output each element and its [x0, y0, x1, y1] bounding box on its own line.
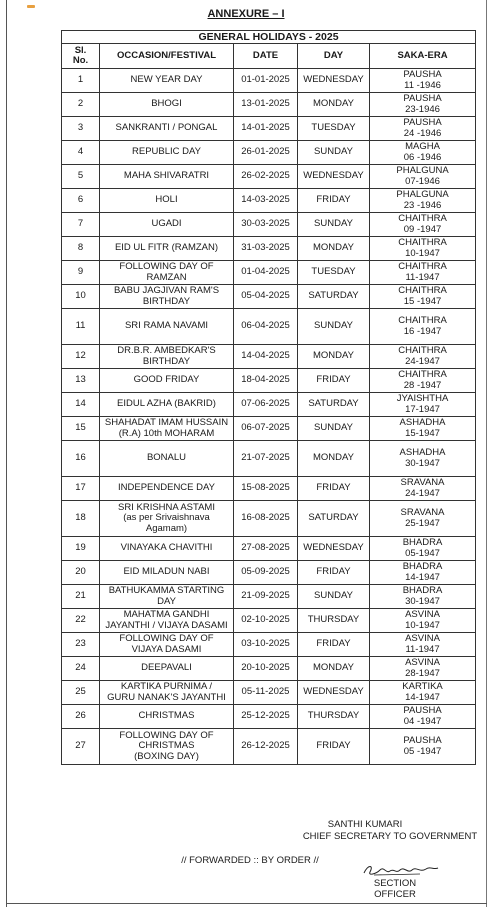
annexure-title: ANNEXURE – I — [207, 8, 285, 20]
cell-saka-era: KARTIKA 14-1947 — [370, 681, 476, 705]
cell-date: 06-07-2025 — [234, 417, 298, 441]
page-border-left — [6, 0, 7, 907]
cell-date: 05-11-2025 — [234, 681, 298, 705]
cell-sl-no: 12 — [62, 345, 100, 369]
cell-sl-no: 4 — [62, 141, 100, 165]
cell-occasion: REPUBLIC DAY — [100, 141, 234, 165]
table-row — [62, 165, 476, 189]
table-body — [62, 69, 476, 765]
cell-date: 14-04-2025 — [234, 345, 298, 369]
cell-saka-era: JYAISHTHA 17-1947 — [370, 393, 476, 417]
table-row — [62, 417, 476, 441]
cell-occasion: VINAYAKA CHAVITHI — [100, 537, 234, 561]
cell-occasion: EIDUL AZHA (BAKRID) — [100, 393, 234, 417]
table-row — [62, 633, 476, 657]
cell-sl-no: 27 — [62, 729, 100, 765]
header-occasion: OCCASION/FESTIVAL — [100, 44, 234, 69]
cell-day: MONDAY — [298, 93, 370, 117]
cell-occasion: NEW YEAR DAY — [100, 69, 234, 93]
cell-date: 05-04-2025 — [234, 285, 298, 309]
cell-saka-era: CHAITHRA 24-1947 — [370, 345, 476, 369]
table-row — [62, 189, 476, 213]
table-row — [62, 369, 476, 393]
cell-date: 07-06-2025 — [234, 393, 298, 417]
cell-saka-era: PHALGUNA 23 -1946 — [370, 189, 476, 213]
cell-date: 06-04-2025 — [234, 309, 298, 345]
cell-occasion: INDEPENDENCE DAY — [100, 477, 234, 501]
page-border-right — [486, 0, 487, 907]
table-row — [62, 141, 476, 165]
cell-date: 30-03-2025 — [234, 213, 298, 237]
cell-occasion: MAHA SHIVARATRI — [100, 165, 234, 189]
cell-saka-era: PAUSHA 23-1946 — [370, 93, 476, 117]
cell-saka-era: PAUSHA 04 -1947 — [370, 705, 476, 729]
cell-occasion: DR.B.R. AMBEDKAR'S BIRTHDAY — [100, 345, 234, 369]
table-row — [62, 441, 476, 477]
cell-date: 18-04-2025 — [234, 369, 298, 393]
cell-date: 14-03-2025 — [234, 189, 298, 213]
cell-day: MONDAY — [298, 441, 370, 477]
cell-sl-no: 10 — [62, 285, 100, 309]
cell-day: WEDNESDAY — [298, 69, 370, 93]
cell-saka-era: CHAITHRA 09 -1947 — [370, 213, 476, 237]
header-sl-no: Sl. No. — [62, 44, 100, 69]
cell-saka-era: CHAITHRA 10-1947 — [370, 237, 476, 261]
cell-sl-no: 2 — [62, 93, 100, 117]
cell-occasion: SRI RAMA NAVAMI — [100, 309, 234, 345]
cell-day: SUNDAY — [298, 141, 370, 165]
cell-date: 13-01-2025 — [234, 93, 298, 117]
table-row — [62, 93, 476, 117]
cell-saka-era: BHADRA 30-1947 — [370, 585, 476, 609]
section-officer-label: SECTION OFFICER — [373, 878, 417, 900]
table-row — [62, 537, 476, 561]
cell-day: WEDNESDAY — [298, 681, 370, 705]
signatory-name: SANTHI KUMARI — [327, 819, 403, 830]
cell-day: SUNDAY — [298, 309, 370, 345]
cell-occasion: FOLLOWING DAY OF CHRISTMAS (BOXING DAY) — [100, 729, 234, 765]
cell-occasion: DEEPAVALI — [100, 657, 234, 681]
cell-sl-no: 13 — [62, 369, 100, 393]
cell-saka-era: ASVINA 28-1947 — [370, 657, 476, 681]
cell-saka-era: MAGHA 06 -1946 — [370, 141, 476, 165]
cell-sl-no: 17 — [62, 477, 100, 501]
cell-day: MONDAY — [298, 345, 370, 369]
cell-occasion: FOLLOWING DAY OF VIJAYA DASAMI — [100, 633, 234, 657]
cell-day: WEDNESDAY — [298, 537, 370, 561]
cell-saka-era: CHAITHRA 16 -1947 — [370, 309, 476, 345]
cell-day: FRIDAY — [298, 189, 370, 213]
cell-sl-no: 18 — [62, 501, 100, 537]
cell-saka-era: PHALGUNA 07-1946 — [370, 165, 476, 189]
table-row — [62, 261, 476, 285]
table-row — [62, 609, 476, 633]
page-border-bottom — [6, 903, 487, 904]
cell-day: MONDAY — [298, 237, 370, 261]
cell-saka-era: CHAITHRA 11-1947 — [370, 261, 476, 285]
cell-occasion: BHOGI — [100, 93, 234, 117]
table-row — [62, 477, 476, 501]
cell-day: SUNDAY — [298, 213, 370, 237]
cell-day: SUNDAY — [298, 417, 370, 441]
cell-day: SATURDAY — [298, 501, 370, 537]
cell-date: 14-01-2025 — [234, 117, 298, 141]
table-row — [62, 117, 476, 141]
cell-sl-no: 23 — [62, 633, 100, 657]
table-row — [62, 237, 476, 261]
cell-day: SATURDAY — [298, 393, 370, 417]
cell-date: 15-08-2025 — [234, 477, 298, 501]
cell-date: 25-12-2025 — [234, 705, 298, 729]
cell-sl-no: 8 — [62, 237, 100, 261]
cell-saka-era: CHAITHRA 28 -1947 — [370, 369, 476, 393]
cell-date: 31-03-2025 — [234, 237, 298, 261]
cell-date: 26-12-2025 — [234, 729, 298, 765]
table-row — [62, 585, 476, 609]
table-row — [62, 501, 476, 537]
cell-day: FRIDAY — [298, 561, 370, 585]
cell-day: FRIDAY — [298, 729, 370, 765]
cell-occasion: SHAHADAT IMAM HUSSAIN (R.A) 10th MOHARAM — [100, 417, 234, 441]
cell-sl-no: 20 — [62, 561, 100, 585]
cell-saka-era: SRAVANA 25-1947 — [370, 501, 476, 537]
cell-day: WEDNESDAY — [298, 165, 370, 189]
cell-occasion: UGADI — [100, 213, 234, 237]
forwarded-note: // FORWARDED :: BY ORDER // — [181, 855, 319, 866]
cell-occasion: EID MILADUN NABI — [100, 561, 234, 585]
cell-saka-era: CHAITHRA 15 -1947 — [370, 285, 476, 309]
cell-sl-no: 1 — [62, 69, 100, 93]
cell-sl-no: 7 — [62, 213, 100, 237]
cell-sl-no: 19 — [62, 537, 100, 561]
cell-occasion: GOOD FRIDAY — [100, 369, 234, 393]
table-row — [62, 213, 476, 237]
cell-occasion: FOLLOWING DAY OF RAMZAN — [100, 261, 234, 285]
cell-saka-era: ASVINA 10-1947 — [370, 609, 476, 633]
cell-date: 05-09-2025 — [234, 561, 298, 585]
cell-day: MONDAY — [298, 657, 370, 681]
table-row — [62, 309, 476, 345]
cell-date: 27-08-2025 — [234, 537, 298, 561]
cell-date: 20-10-2025 — [234, 657, 298, 681]
cell-occasion: BABU JAGJIVAN RAM'S BIRTHDAY — [100, 285, 234, 309]
table-row — [62, 561, 476, 585]
header-day: DAY — [298, 44, 370, 69]
cell-sl-no: 16 — [62, 441, 100, 477]
cell-saka-era: ASVINA 11-1947 — [370, 633, 476, 657]
cell-saka-era: ASHADHA 15-1947 — [370, 417, 476, 441]
cell-sl-no: 3 — [62, 117, 100, 141]
signatory-title: CHIEF SECRETARY TO GOVERNMENT — [302, 831, 478, 842]
cell-sl-no: 22 — [62, 609, 100, 633]
cell-sl-no: 11 — [62, 309, 100, 345]
cell-day: FRIDAY — [298, 369, 370, 393]
cell-sl-no: 6 — [62, 189, 100, 213]
cell-date: 16-08-2025 — [234, 501, 298, 537]
table-row — [62, 69, 476, 93]
cell-occasion: BATHUKAMMA STARTING DAY — [100, 585, 234, 609]
cell-sl-no: 25 — [62, 681, 100, 705]
cell-saka-era: PAUSHA 11 -1946 — [370, 69, 476, 93]
cell-saka-era: PAUSHA 05 -1947 — [370, 729, 476, 765]
cell-occasion: SRI KRISHNA ASTAMI (as per Srivaishnava Agamam) — [100, 501, 234, 537]
cell-saka-era: SRAVANA 24-1947 — [370, 477, 476, 501]
cell-day: FRIDAY — [298, 477, 370, 501]
cell-date: 26-02-2025 — [234, 165, 298, 189]
cell-saka-era: PAUSHA 24 -1946 — [370, 117, 476, 141]
table-row — [62, 393, 476, 417]
header-saka-era: SAKA-ERA — [370, 44, 476, 69]
table-row — [62, 705, 476, 729]
cell-saka-era: BHADRA 05-1947 — [370, 537, 476, 561]
cell-occasion: HOLI — [100, 189, 234, 213]
table-row — [62, 285, 476, 309]
cell-date: 03-10-2025 — [234, 633, 298, 657]
cell-date: 26-01-2025 — [234, 141, 298, 165]
cell-occasion: SANKRANTI / PONGAL — [100, 117, 234, 141]
cell-sl-no: 24 — [62, 657, 100, 681]
cell-day: THURSDAY — [298, 705, 370, 729]
cell-sl-no: 21 — [62, 585, 100, 609]
table-row — [62, 729, 476, 765]
cell-date: 21-09-2025 — [234, 585, 298, 609]
cell-occasion: KARTIKA PURNIMA / GURU NANAK'S JAYANTHI — [100, 681, 234, 705]
table-header-row — [62, 44, 476, 69]
header-date: DATE — [234, 44, 298, 69]
table-row — [62, 345, 476, 369]
cell-occasion: CHRISTMAS — [100, 705, 234, 729]
cell-day: TUESDAY — [298, 117, 370, 141]
cell-day: TUESDAY — [298, 261, 370, 285]
cell-saka-era: BHADRA 14-1947 — [370, 561, 476, 585]
holidays-table — [61, 30, 476, 765]
cell-occasion: MAHATMA GANDHI JAYANTHI / VIJAYA DASAMI — [100, 609, 234, 633]
cell-sl-no: 15 — [62, 417, 100, 441]
cell-date: 02-10-2025 — [234, 609, 298, 633]
cell-sl-no: 5 — [62, 165, 100, 189]
cell-sl-no: 14 — [62, 393, 100, 417]
cell-saka-era: ASHADHA 30-1947 — [370, 441, 476, 477]
cell-day: THURSDAY — [298, 609, 370, 633]
cell-occasion: BONALU — [100, 441, 234, 477]
table-row — [62, 657, 476, 681]
table-row — [62, 681, 476, 705]
cell-sl-no: 9 — [62, 261, 100, 285]
cell-date: 01-04-2025 — [234, 261, 298, 285]
table-title: GENERAL HOLIDAYS - 2025 — [62, 31, 476, 44]
cell-day: SATURDAY — [298, 285, 370, 309]
cell-day: SUNDAY — [298, 585, 370, 609]
cell-occasion: EID UL FITR (RAMZAN) — [100, 237, 234, 261]
cell-date: 21-07-2025 — [234, 441, 298, 477]
cell-sl-no: 26 — [62, 705, 100, 729]
cell-date: 01-01-2025 — [234, 69, 298, 93]
cell-day: FRIDAY — [298, 633, 370, 657]
